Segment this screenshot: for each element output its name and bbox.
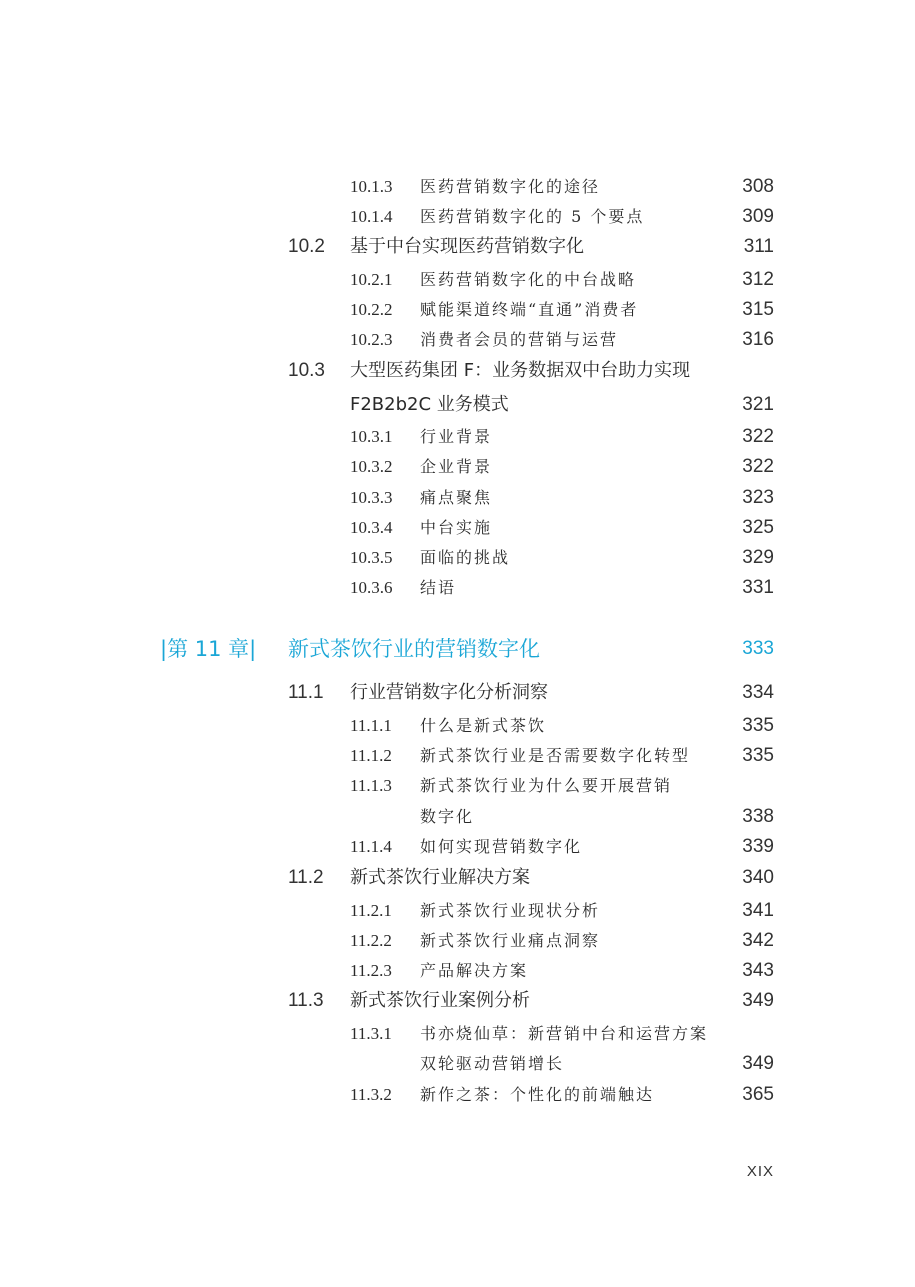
entry-page: 349 bbox=[742, 1053, 774, 1074]
toc-entry-10-3-3 bbox=[0, 485, 915, 511]
toc-entry-10-3-5 bbox=[0, 545, 915, 571]
entry-page: 315 bbox=[742, 299, 774, 320]
toc-entry-11-1-4 bbox=[0, 834, 915, 860]
toc-section-10-3 bbox=[0, 358, 915, 384]
section-title: 基于中台实现医药营销数字化 bbox=[350, 236, 584, 257]
entry-number: 11.3.2 bbox=[350, 1085, 392, 1104]
entry-number: 11.2.1 bbox=[350, 901, 392, 920]
section-number: 10.3 bbox=[288, 360, 325, 381]
section-number: 11.2 bbox=[288, 867, 324, 888]
entry-title: 医药营销数字化的中台战略 bbox=[420, 270, 637, 289]
toc-entry-11-2-1 bbox=[0, 898, 915, 924]
toc-section-11-1 bbox=[0, 680, 915, 706]
toc-entry-11-1-3-continued bbox=[0, 804, 915, 830]
entry-title: 新式茶饮行业为什么要开展营销 bbox=[420, 776, 673, 795]
toc-section-10-2 bbox=[0, 234, 915, 260]
entry-title: 如何实现营销数字化 bbox=[420, 837, 583, 856]
entry-number: 11.2.2 bbox=[350, 931, 392, 950]
entry-number: 10.3.6 bbox=[350, 578, 393, 597]
chapter-title: 新式茶饮行业的营销数字化 bbox=[288, 637, 540, 661]
entry-page: 325 bbox=[742, 517, 774, 538]
entry-number: 10.3.2 bbox=[350, 457, 393, 476]
entry-number: 11.1.2 bbox=[350, 746, 392, 765]
section-title: 大型医药集团 F：业务数据双中台助力实现 bbox=[350, 360, 691, 381]
toc-section-11-2 bbox=[0, 865, 915, 891]
entry-title: 结语 bbox=[420, 578, 457, 597]
toc-entry-10-3-4 bbox=[0, 515, 915, 541]
entry-number: 10.2.1 bbox=[350, 270, 393, 289]
entry-number: 11.2.3 bbox=[350, 961, 392, 980]
toc-entry-10-3-2 bbox=[0, 454, 915, 480]
entry-title: 中台实施 bbox=[420, 518, 493, 537]
entry-page: 329 bbox=[742, 547, 774, 568]
entry-title: 医药营销数字化的 5 个要点 bbox=[420, 207, 645, 226]
section-number: 11.1 bbox=[288, 682, 324, 703]
entry-title: 新式茶饮行业痛点洞察 bbox=[420, 931, 601, 950]
section-number: 10.2 bbox=[288, 236, 325, 257]
toc-entry-11-1-1 bbox=[0, 713, 915, 739]
toc-entry-11-3-1 bbox=[0, 1021, 915, 1047]
entry-page: 335 bbox=[742, 745, 774, 766]
toc-entry-10-2-3 bbox=[0, 327, 915, 353]
toc-entry-11-1-2 bbox=[0, 743, 915, 769]
section-title: 行业营销数字化分析洞察 bbox=[350, 682, 548, 703]
entry-number: 10.3.3 bbox=[350, 488, 393, 507]
entry-number: 10.3.4 bbox=[350, 518, 393, 537]
entry-page: 321 bbox=[742, 394, 774, 415]
toc-entry-11-2-2 bbox=[0, 928, 915, 954]
section-title: 新式茶饮行业解决方案 bbox=[350, 867, 530, 888]
entry-page: 365 bbox=[742, 1084, 774, 1105]
toc-entry-11-1-3 bbox=[0, 773, 915, 799]
toc-entry-10-2-2 bbox=[0, 297, 915, 323]
toc-entry-11-3-2 bbox=[0, 1082, 915, 1108]
entry-page: 349 bbox=[742, 990, 774, 1011]
entry-title: 产品解决方案 bbox=[420, 961, 529, 980]
section-title: 新式茶饮行业案例分析 bbox=[350, 990, 530, 1011]
entry-page: 311 bbox=[743, 236, 774, 257]
entry-title: 面临的挑战 bbox=[420, 548, 511, 567]
entry-title: 痛点聚焦 bbox=[420, 488, 493, 507]
entry-page: 322 bbox=[742, 426, 774, 447]
entry-title: 企业背景 bbox=[420, 457, 493, 476]
page-folio: XIX bbox=[746, 1163, 774, 1180]
entry-number: 11.1.4 bbox=[350, 837, 392, 856]
entry-title: 什么是新式茶饮 bbox=[420, 716, 547, 735]
entry-page: 342 bbox=[742, 930, 774, 951]
section-title: F2B2b2C 业务模式 bbox=[350, 394, 509, 415]
toc-entry-10-1-3 bbox=[0, 174, 915, 200]
entry-title: 新作之茶：个性化的前端触达 bbox=[420, 1085, 655, 1104]
entry-page: 340 bbox=[742, 867, 774, 888]
entry-page: 341 bbox=[742, 900, 774, 921]
toc-entry-10-2-1 bbox=[0, 267, 915, 293]
entry-page: 322 bbox=[742, 456, 774, 477]
entry-page: 331 bbox=[742, 577, 774, 598]
toc-section-11-3 bbox=[0, 988, 915, 1014]
entry-page: 339 bbox=[742, 836, 774, 857]
chapter-number: |第 11 章| bbox=[160, 637, 257, 661]
entry-page: 343 bbox=[742, 960, 774, 981]
toc-entry-10-1-4 bbox=[0, 204, 915, 230]
entry-title: 数字化 bbox=[420, 807, 475, 826]
entry-page: 309 bbox=[742, 206, 774, 227]
entry-title: 医药营销数字化的途径 bbox=[420, 177, 601, 196]
entry-number: 10.2.2 bbox=[350, 300, 393, 319]
entry-title: 行业背景 bbox=[420, 427, 493, 446]
entry-number: 10.3.5 bbox=[350, 548, 393, 567]
entry-page: 312 bbox=[742, 269, 774, 290]
entry-title: 消费者会员的营销与运营 bbox=[420, 330, 619, 349]
entry-title: 赋能渠道终端“直通”消费者 bbox=[420, 300, 639, 319]
entry-number: 11.1.3 bbox=[350, 776, 392, 795]
entry-page: 308 bbox=[742, 176, 774, 197]
entry-number: 10.2.3 bbox=[350, 330, 393, 349]
toc-section-10-3-continued bbox=[0, 392, 915, 418]
toc-chapter-11 bbox=[0, 634, 915, 664]
entry-title: 书亦烧仙草：新营销中台和运营方案 bbox=[420, 1024, 709, 1043]
toc-entry-11-3-1-continued bbox=[0, 1051, 915, 1077]
entry-page: 334 bbox=[742, 682, 774, 703]
entry-title: 新式茶饮行业现状分析 bbox=[420, 901, 601, 920]
entry-title: 双轮驱动营销增长 bbox=[420, 1054, 565, 1073]
entry-page: 338 bbox=[742, 806, 774, 827]
entry-title: 新式茶饮行业是否需要数字化转型 bbox=[420, 746, 691, 765]
entry-page: 335 bbox=[742, 715, 774, 736]
entry-number: 10.1.3 bbox=[350, 177, 393, 196]
entry-number: 11.3.1 bbox=[350, 1024, 392, 1043]
toc-entry-10-3-1 bbox=[0, 424, 915, 450]
entry-number: 10.1.4 bbox=[350, 207, 393, 226]
toc-entry-10-3-6 bbox=[0, 575, 915, 601]
chapter-page: 333 bbox=[742, 638, 774, 659]
entry-number: 11.1.1 bbox=[350, 716, 392, 735]
section-number: 11.3 bbox=[288, 990, 324, 1011]
entry-page: 316 bbox=[742, 329, 774, 350]
entry-number: 10.3.1 bbox=[350, 427, 393, 446]
toc-entry-11-2-3 bbox=[0, 958, 915, 984]
entry-page: 323 bbox=[742, 487, 774, 508]
